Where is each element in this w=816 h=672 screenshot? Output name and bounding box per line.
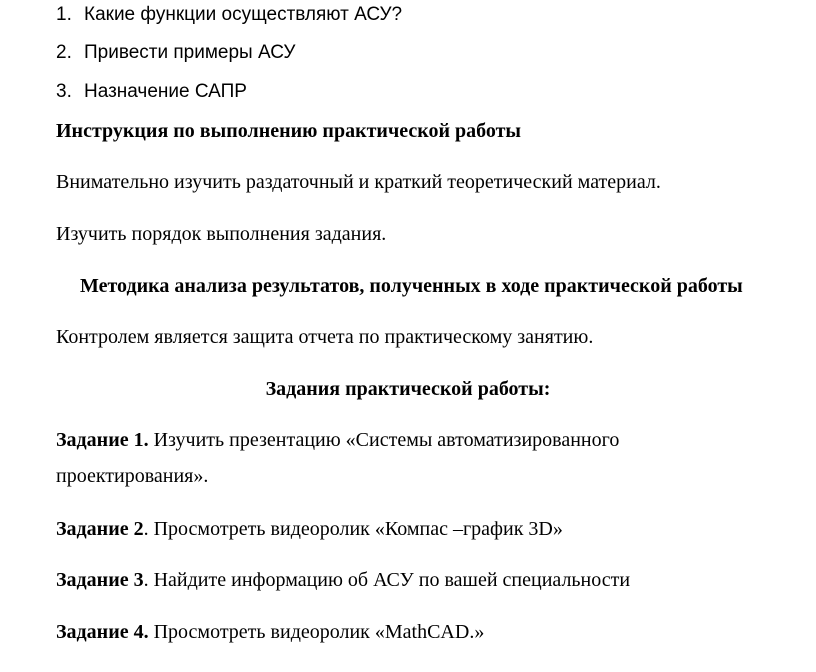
question-item-2 xyxy=(56,41,295,65)
question-number: 1. xyxy=(56,4,72,25)
task-text: Просмотреть видеоролик «MathCAD.» xyxy=(148,621,485,643)
task-label: Задание 3 xyxy=(56,569,144,591)
question-text: Назначение САПР xyxy=(84,81,247,102)
question-text: Какие функции осуществляют АСУ? xyxy=(84,4,403,25)
task-text: Изучить презентацию «Системы автоматизированного xyxy=(148,429,620,451)
task-item-3 xyxy=(56,568,630,592)
instruction-line-1: Внимательно изучить раздаточный и краткий теоретический материал. xyxy=(56,171,661,193)
task-item-1-continuation: проектирования». xyxy=(56,465,209,487)
task-label: Задание 1. xyxy=(56,429,149,451)
task-label: Задание 4. xyxy=(56,621,149,643)
question-item-1 xyxy=(56,3,402,27)
task-text: . Найдите информацию об АСУ по вашей специальности xyxy=(143,569,631,591)
task-label: Задание 2 xyxy=(56,518,144,540)
task-item-2 xyxy=(56,517,563,541)
instruction-line-2: Изучить порядок выполнения задания. xyxy=(56,223,387,245)
tasks-heading: Задания практической работы: xyxy=(265,378,551,400)
task-text: . Просмотреть видеоролик «Компас –график 3D» xyxy=(143,518,563,540)
task-item-4 xyxy=(56,620,484,644)
question-number: 3. xyxy=(56,81,72,102)
question-number: 2. xyxy=(56,42,72,63)
question-item-3 xyxy=(56,80,247,104)
methodology-text: Контролем является защита отчета по практическому занятию. xyxy=(56,326,594,348)
methodology-heading: Методика анализа результатов, полученных в ходе практической работы xyxy=(80,275,743,297)
task-item-1 xyxy=(56,428,619,452)
instructions-heading: Инструкция по выполнению практической работы xyxy=(56,120,522,142)
question-text: Привести примеры АСУ xyxy=(84,42,296,63)
